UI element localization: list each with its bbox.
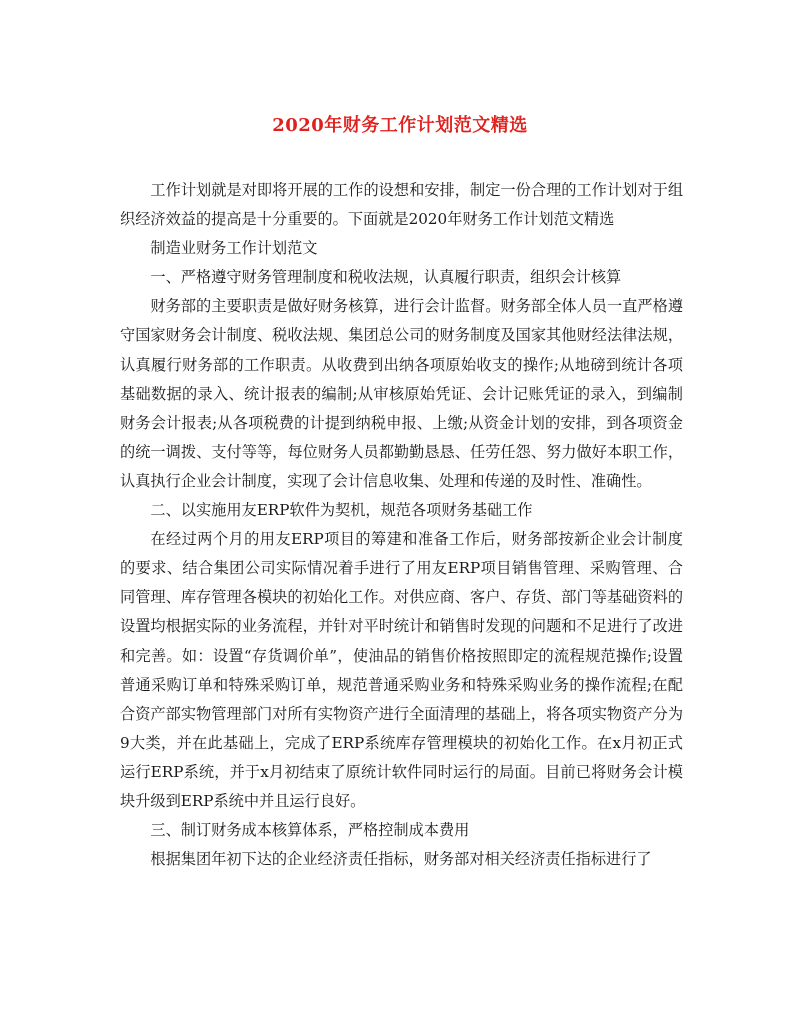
paragraph-section-2: 在经过两个月的用友ERP项目的筹建和准备工作后，财务部按新企业会计制度的要求、结合集团公司实际情况着手进行了用友ERP项目销售管理、采购管理、合同管理、库存管理各模块的初始化工作。对供应商、客户、存货、部门等基础资料的设置均根据实际的业务流程，并针对平时统计和销售时发现的问题和不足进行了改进和完善。如：设置“存货调价单”，使油品的销售价格按照即定的流程规范操作;设置普通采购订单和特殊采购订单，规范普通采购业务和特殊采购业务的操作流程;在配合资产部实物管理部门对所有实物资产进行全面清理的基础上，将各项实物资产分为9大类，并在此基础上，完成了ERP系统库存管理模块的初始化工作。在x月初正式运行ERP系统，并于x月初结束了原统计软件同时运行的局面。目前已将财务会计模块升级到ERP系统中并且运行良好。	[120, 530, 683, 810]
paragraph-section-3: 根据集团年初下达的企业经济责任指标，财务部对相关经济责任指标进行了	[150, 850, 652, 869]
section-heading-2: 二、以实施用友ERP软件为契机，规范各项财务基础工作	[150, 501, 533, 520]
paragraph-intro: 工作计划就是对即将开展的工作的设想和安排，制定一份合理的工作计划对于组织经济效益的提高是十分重要的。下面就是2020年财务工作计划范文精选	[120, 181, 683, 229]
paragraph-section-1: 财务部的主要职责是做好财务核算，进行会计监督。财务部全体人员一直严格遵守国家财务会计制度、税收法规、集团总公司的财务制度及国家其他财经法律法规，认真履行财务部的工作职责。从收费到出纳各项原始收支的操作;从地磅到统计各项基础数据的录入、统计报表的编制;从审核原始凭证、会计记账凭证的录入，到编制财务会计报表;从各项税费的计提到纳税申报、上缴;从资金计划的安排，到各项资金的统一调拨、支付等等，每位财务人员都勤勤恳恳、任劳任怨、努力做好本职工作，认真执行企业会计制度，实现了会计信息收集、处理和传递的及时性、准确性。	[120, 297, 683, 490]
section-heading-1: 一、严格遵守财务管理制度和税收法规，认真履行职责，组织会计核算	[150, 268, 622, 287]
paragraph-subtitle: 制造业财务工作计划范文	[150, 239, 318, 258]
section-heading-3: 三、制订财务成本核算体系，严格控制成本费用	[150, 821, 470, 840]
document-title: 2020年财务工作计划范文精选	[272, 115, 528, 136]
document-body	[120, 176, 683, 874]
